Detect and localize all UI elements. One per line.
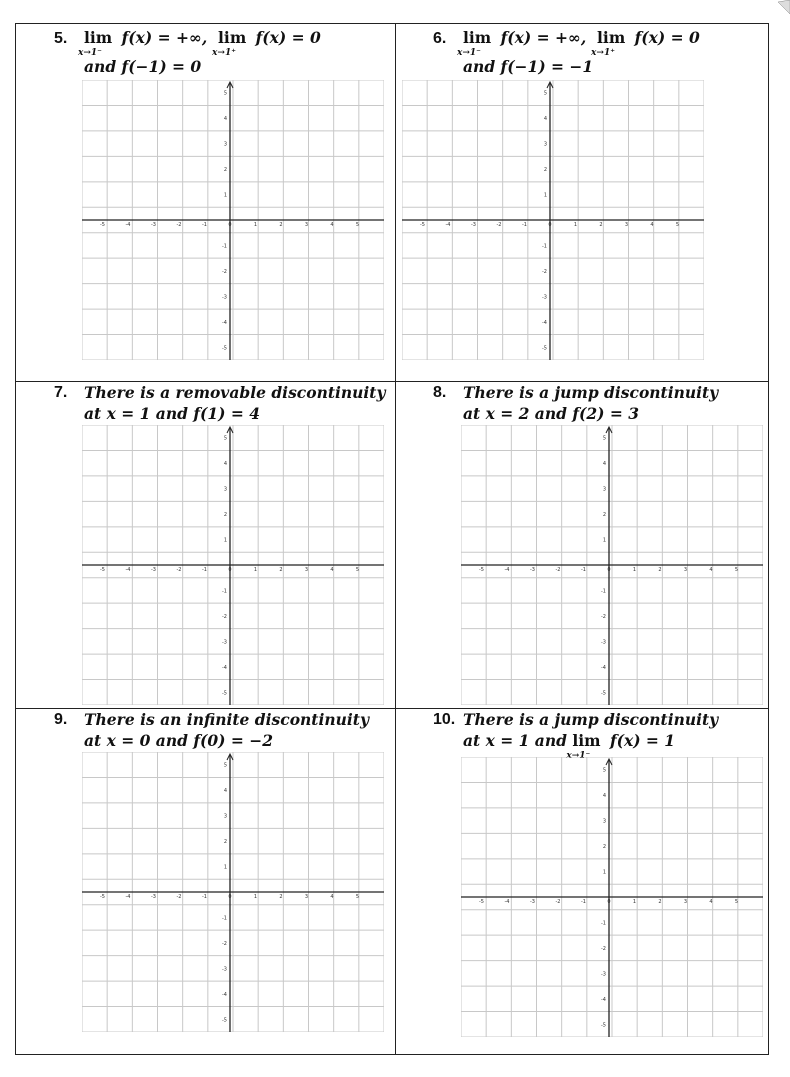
x-tick-label: 2	[658, 567, 662, 573]
limit-operator: lim x→1⁻	[566, 731, 601, 761]
y-tick-label: 1	[223, 864, 227, 871]
y-tick-label: -1	[222, 915, 227, 922]
limit-operator: lim x→1⁺	[212, 28, 247, 58]
x-tick-label: 3	[304, 567, 309, 573]
x-tick-label: 5	[355, 222, 360, 228]
x-tick-label: 1	[632, 567, 637, 573]
y-tick-label: 1	[602, 537, 606, 544]
x-tick-label: -3	[530, 567, 535, 573]
x-tick-label: 0	[228, 894, 232, 900]
x-tick-label: -4	[125, 567, 131, 573]
y-tick-label: 3	[223, 141, 227, 148]
y-tick-label: 1	[543, 192, 547, 199]
coordinate-grid-5[interactable]	[82, 80, 384, 360]
problem-7-number: 7.	[54, 384, 68, 401]
x-tick-label: 5	[355, 567, 360, 573]
x-tick-label: -4	[125, 894, 131, 900]
coordinate-grid-9[interactable]	[82, 752, 384, 1032]
y-tick-label: -2	[601, 614, 606, 620]
x-tick-label: -5	[420, 222, 425, 228]
y-tick-label: 2	[602, 512, 606, 518]
x-tick-label: -2	[555, 567, 561, 573]
x-tick-label: -1	[522, 222, 527, 228]
x-tick-label: 2	[279, 567, 283, 573]
problem-8-line1: There is a jump discontinuity	[463, 383, 719, 402]
y-tick-label: 2	[543, 167, 547, 173]
x-tick-label: -3	[151, 567, 156, 573]
problem-6-line2: and f(−1) = −1	[463, 57, 594, 76]
x-tick-label: -4	[445, 222, 451, 228]
x-tick-label: -5	[100, 567, 105, 573]
problem-5-number: 5.	[54, 30, 68, 47]
y-tick-label: -5	[222, 345, 227, 352]
x-tick-label: -1	[581, 899, 586, 905]
x-tick-label: 4	[709, 567, 713, 573]
y-tick-label: -4	[222, 665, 227, 671]
x-tick-label: 3	[683, 567, 688, 573]
x-tick-label: 0	[607, 567, 611, 573]
y-tick-label: -5	[601, 690, 606, 697]
x-tick-label: -2	[176, 567, 182, 573]
x-tick-label: 3	[304, 222, 309, 228]
y-tick-label: -5	[222, 690, 227, 697]
x-tick-label: -1	[202, 567, 207, 573]
column-divider	[395, 23, 396, 1055]
problem-9-line1: There is an infinite discontinuity	[84, 710, 369, 729]
x-tick-label: 1	[253, 222, 258, 228]
y-tick-label: 2	[602, 844, 606, 850]
x-tick-label: -3	[151, 222, 156, 228]
problem-5-line2: and f(−1) = 0	[84, 57, 202, 76]
y-tick-label: 2	[223, 839, 227, 845]
x-tick-label: 4	[330, 567, 334, 573]
y-tick-label: -1	[222, 243, 227, 250]
x-tick-label: 3	[624, 222, 629, 228]
y-tick-label: -4	[222, 320, 227, 326]
x-tick-label: 2	[279, 222, 283, 228]
x-tick-label: -4	[125, 222, 131, 228]
x-tick-label: -5	[479, 567, 484, 573]
problem-9-number: 9.	[54, 711, 68, 728]
y-tick-label: 5	[223, 762, 227, 769]
y-tick-label: 4	[602, 793, 606, 799]
y-tick-label: -2	[222, 269, 227, 275]
x-tick-label: 1	[253, 894, 258, 900]
row-divider-2	[15, 708, 769, 709]
problem-9-line2: at x = 0 and f(0) = −2	[84, 731, 274, 750]
y-tick-label: -1	[601, 588, 606, 595]
x-tick-label: 4	[650, 222, 654, 228]
problem-8-number: 8.	[433, 384, 447, 401]
limit-operator: lim x→1⁻	[78, 28, 113, 58]
x-tick-label: 4	[709, 899, 713, 905]
y-tick-label: -2	[222, 614, 227, 620]
y-tick-label: 3	[602, 818, 606, 825]
x-tick-label: -3	[530, 899, 535, 905]
problem-7-line2: at x = 1 and f(1) = 4	[84, 404, 261, 423]
coordinate-grid-8[interactable]	[461, 425, 763, 705]
y-tick-label: 3	[602, 486, 606, 493]
limit-operator: lim x→1⁻	[457, 28, 492, 58]
y-tick-label: 3	[543, 141, 547, 148]
x-tick-label: 1	[632, 899, 637, 905]
y-tick-label: -3	[222, 966, 227, 973]
x-tick-label: 2	[658, 899, 662, 905]
y-tick-label: -2	[222, 941, 227, 947]
problem-10-line1: There is a jump discontinuity	[463, 710, 719, 729]
y-tick-label: -3	[542, 294, 547, 301]
y-tick-label: -4	[601, 665, 606, 671]
x-tick-label: 3	[683, 899, 688, 905]
y-tick-label: 5	[602, 767, 606, 774]
y-tick-label: -5	[601, 1022, 606, 1029]
y-tick-label: 1	[223, 192, 227, 199]
x-tick-label: 1	[573, 222, 578, 228]
y-tick-label: 5	[602, 435, 606, 442]
y-tick-label: 5	[223, 435, 227, 442]
coordinate-grid-7[interactable]	[82, 425, 384, 705]
x-tick-label: 5	[675, 222, 680, 228]
x-tick-label: -5	[100, 222, 105, 228]
y-tick-label: 5	[223, 90, 227, 97]
x-tick-label: 0	[228, 222, 232, 228]
y-tick-label: -3	[222, 294, 227, 301]
x-tick-label: 0	[548, 222, 552, 228]
problem-5-statement: lim x→1⁻ f(x) = +∞, lim x→1⁺ f(x) = 0	[78, 28, 321, 58]
y-tick-label: -2	[542, 269, 547, 275]
x-tick-label: -2	[555, 899, 561, 905]
x-tick-label: 2	[279, 894, 283, 900]
x-tick-label: -3	[151, 894, 156, 900]
problem-10-line2: at x = 1 and lim x→1⁻ f(x) = 1	[463, 731, 676, 761]
y-tick-label: -2	[601, 946, 606, 952]
y-tick-label: -4	[222, 992, 227, 998]
y-tick-label: -1	[601, 920, 606, 927]
x-tick-label: -2	[496, 222, 502, 228]
x-tick-label: 3	[304, 894, 309, 900]
y-tick-label: 2	[223, 167, 227, 173]
x-tick-label: -1	[581, 567, 586, 573]
y-tick-label: 1	[223, 537, 227, 544]
limit-operator: lim x→1⁺	[591, 28, 626, 58]
x-tick-label: -2	[176, 222, 182, 228]
x-tick-label: 1	[253, 567, 258, 573]
problem-6-statement: lim x→1⁻ f(x) = +∞, lim x→1⁺ f(x) = 0	[457, 28, 700, 58]
x-tick-label: -5	[100, 894, 105, 900]
x-tick-label: 0	[607, 899, 611, 905]
y-tick-label: 3	[223, 486, 227, 493]
y-tick-label: -3	[601, 639, 606, 646]
x-tick-label: -4	[504, 567, 510, 573]
y-tick-label: -3	[601, 971, 606, 978]
y-tick-label: 4	[223, 788, 227, 794]
page-curl-icon	[776, 0, 790, 14]
x-tick-label: -1	[202, 894, 207, 900]
y-tick-label: 4	[602, 461, 606, 467]
y-tick-label: 1	[602, 869, 606, 876]
coordinate-grid-10[interactable]	[461, 757, 763, 1037]
y-tick-label: 5	[543, 90, 547, 97]
y-tick-label: -5	[222, 1017, 227, 1024]
x-tick-label: -5	[479, 899, 484, 905]
x-tick-label: 5	[734, 567, 739, 573]
x-tick-label: -3	[471, 222, 476, 228]
y-tick-label: 2	[223, 512, 227, 518]
y-tick-label: 4	[543, 116, 547, 122]
problem-6-number: 6.	[433, 30, 447, 47]
problem-10-number: 10.	[433, 711, 456, 728]
problem-8-line2: at x = 2 and f(2) = 3	[463, 404, 640, 423]
y-tick-label: -5	[542, 345, 547, 352]
coordinate-grid-6[interactable]	[402, 80, 704, 360]
x-tick-label: 4	[330, 222, 334, 228]
x-tick-label: 2	[599, 222, 603, 228]
y-tick-label: -4	[542, 320, 547, 326]
x-tick-label: 5	[355, 894, 360, 900]
x-tick-label: 5	[734, 899, 739, 905]
y-tick-label: -4	[601, 997, 606, 1003]
y-tick-label: -3	[222, 639, 227, 646]
x-tick-label: 4	[330, 894, 334, 900]
x-tick-label: -4	[504, 899, 510, 905]
x-tick-label: 0	[228, 567, 232, 573]
row-divider-1	[15, 381, 769, 382]
y-tick-label: 3	[223, 813, 227, 820]
y-tick-label: 4	[223, 116, 227, 122]
y-tick-label: -1	[222, 588, 227, 595]
x-tick-label: -1	[202, 222, 207, 228]
y-tick-label: -1	[542, 243, 547, 250]
y-tick-label: 4	[223, 461, 227, 467]
x-tick-label: -2	[176, 894, 182, 900]
problem-7-line1: There is a removable discontinuity	[84, 383, 386, 402]
